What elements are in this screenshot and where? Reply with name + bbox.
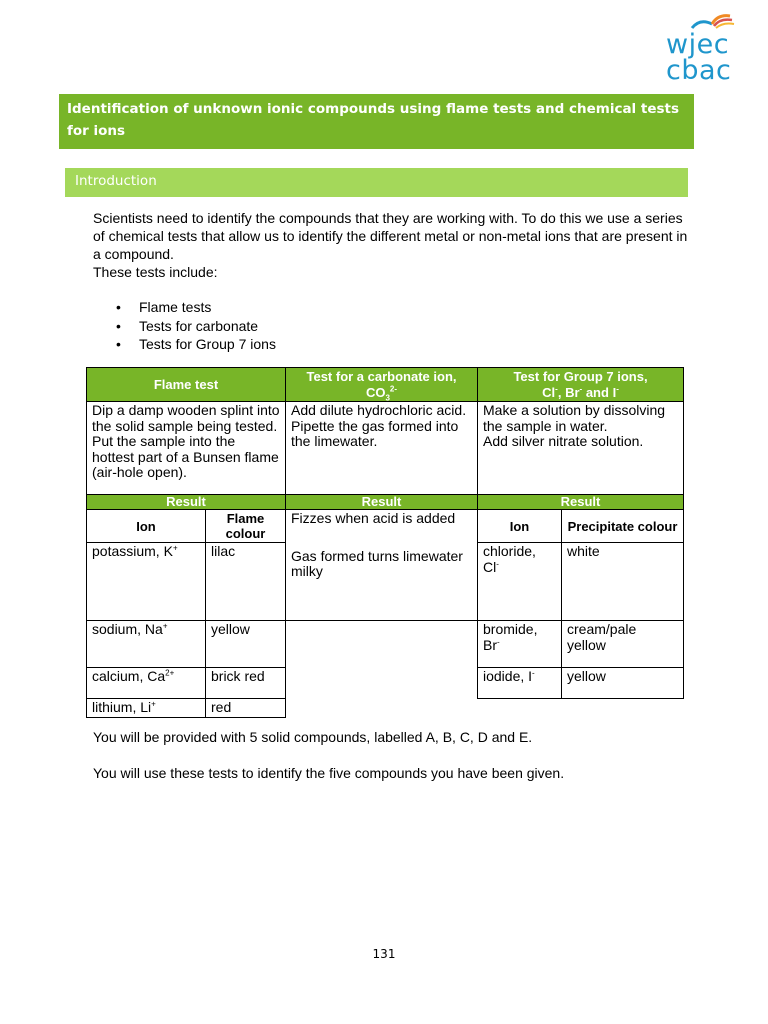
- flame-col-ion: Ion: [87, 510, 206, 543]
- carbonate-result-1: Fizzes when acid is added: [286, 510, 478, 543]
- group7-test-header: Test for Group 7 ions, Cl-, Br- and I-: [478, 368, 684, 402]
- group7-result-label: Result: [478, 495, 684, 510]
- section-heading: Introduction: [65, 168, 688, 197]
- table-row-colour: yellow: [562, 668, 684, 699]
- tests-list: [116, 298, 276, 354]
- table-row-colour: yellow: [206, 621, 286, 668]
- table-row-ion: calcium, $Ca^{2+}$: [87, 668, 206, 699]
- flame-col-colour: Flame colour: [206, 510, 286, 543]
- table-row-ion: potassium, K+: [87, 543, 206, 621]
- page-number: 131: [372, 947, 396, 961]
- intro-lead: These tests include:: [93, 264, 218, 280]
- logo-text-cbac: cbac: [666, 55, 732, 86]
- group7-col-ion: Ion: [478, 510, 562, 543]
- table-row-ion: iodide, I-: [478, 668, 562, 699]
- wjec-cbac-logo: [660, 10, 742, 86]
- closing-paragraph-1: You will be provided with 5 solid compounds, labelled A, B, C, D and E.: [93, 729, 533, 745]
- table-row-ion: chloride, Cl-: [478, 543, 562, 621]
- carbonate-test-header: Test for a carbonate ion, $CO_3^{2-}$: [286, 368, 478, 402]
- table-row-colour: lilac: [206, 543, 286, 621]
- table-row-colour: brick red: [206, 668, 286, 699]
- carbonate-test-method: Add dilute hydrochloric acid. Pipette the gas formed into the limewater.: [286, 402, 478, 495]
- intro-text: [93, 209, 693, 281]
- closing-text: [93, 728, 693, 800]
- closing-paragraph-2: You will use these tests to identify the five compounds you have been given.: [93, 765, 565, 781]
- table-row-colour: cream/pale yellow: [562, 621, 684, 668]
- list-item: • Tests for carbonate: [116, 317, 276, 336]
- table-row-ion: bromide, Br-: [478, 621, 562, 668]
- table-row-colour: red: [206, 699, 286, 718]
- carbonate-result-2: Gas formed turns limewater milky: [286, 543, 478, 621]
- intro-paragraph: Scientists need to identify the compounds that they are working with. To do this we use a series of chemical tests that allow us to identify the different metal or non-metal ions that are present in a compound.: [93, 210, 688, 262]
- logo-text-wjec: wjec: [666, 29, 730, 60]
- document-title: Identification of unknown ionic compounds using flame tests and chemical tests for ions: [59, 94, 694, 149]
- flame-result-label: Result: [87, 495, 286, 510]
- table-row-ion: sodium, Na+: [87, 621, 206, 668]
- list-item: • Flame tests: [116, 298, 276, 317]
- table-row-colour: white: [562, 543, 684, 621]
- carbonate-result-label: Result: [286, 495, 478, 510]
- table-row-ion: lithium, Li+: [87, 699, 206, 718]
- tests-table: [86, 367, 684, 718]
- list-item: • Tests for Group 7 ions: [116, 335, 276, 354]
- flame-test-header: Flame test: [87, 368, 286, 402]
- group7-test-method: Make a solution by dissolving the sample in water. Add silver nitrate solution.: [478, 402, 684, 495]
- group7-col-colour: Precipitate colour: [562, 510, 684, 543]
- flame-test-method: Dip a damp wooden splint into the solid sample being tested. Put the sample into the hottest part of a Bunsen flame (air-hole open).: [87, 402, 286, 495]
